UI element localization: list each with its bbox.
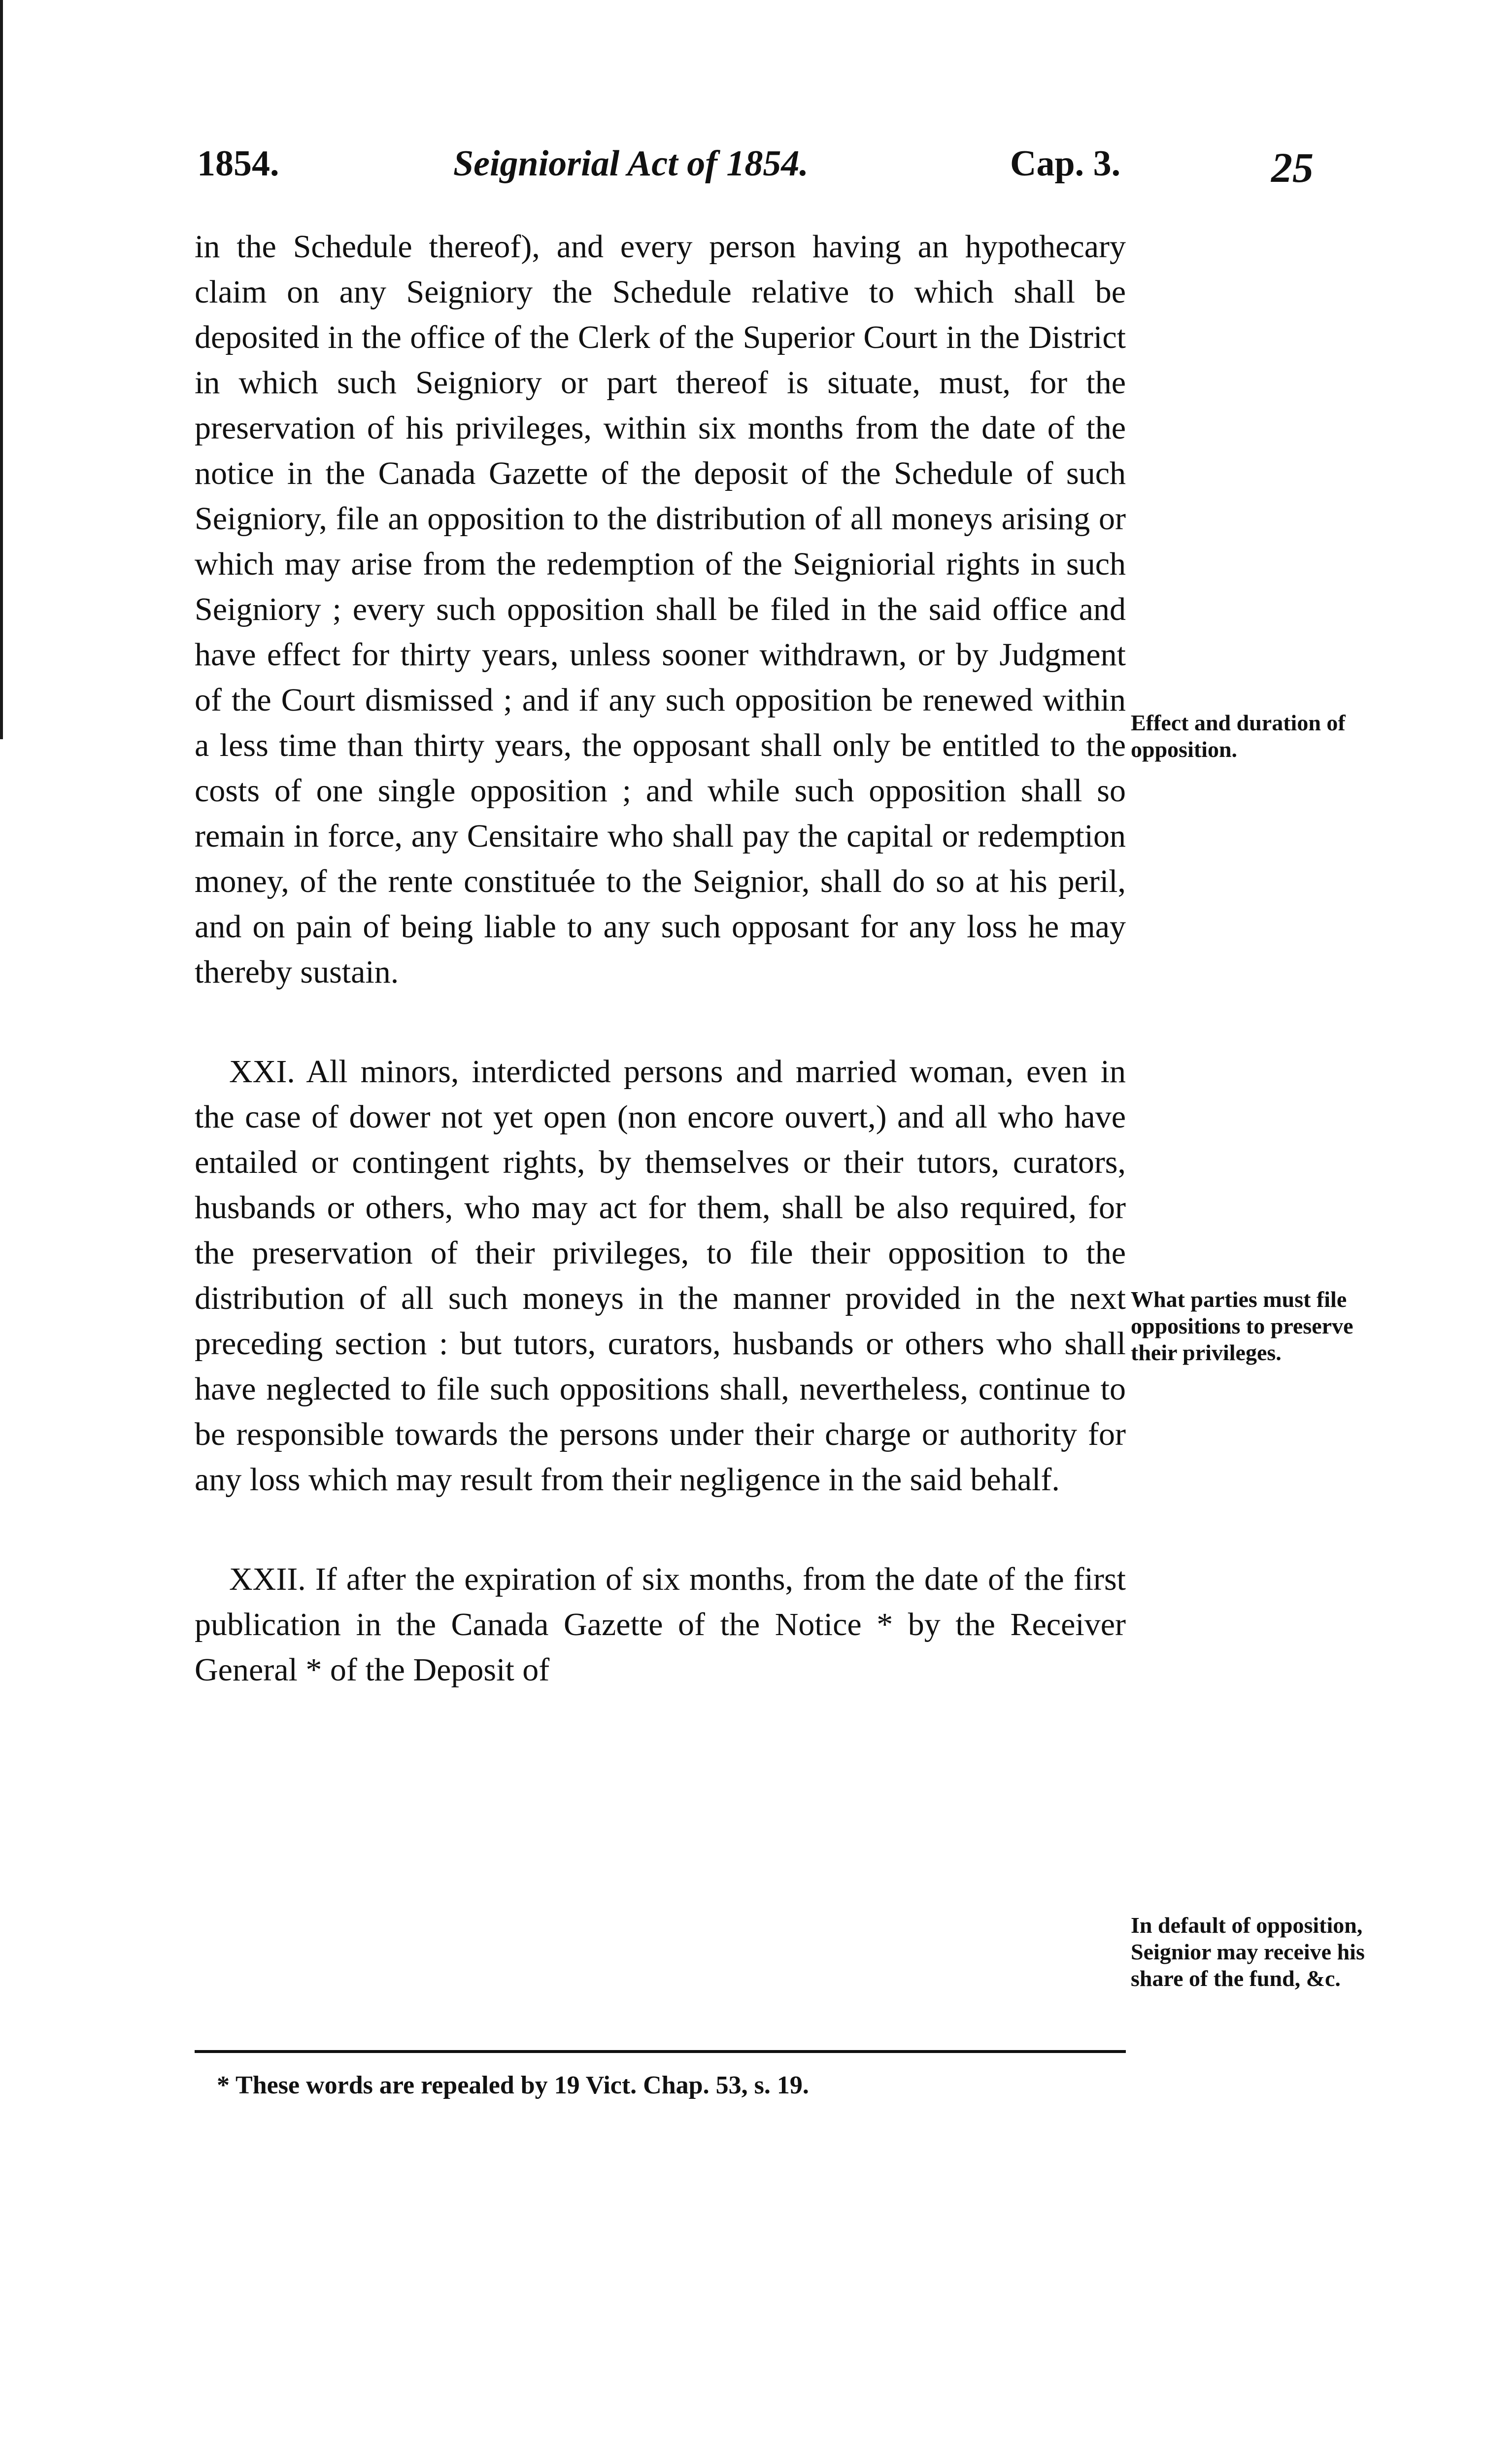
header-chapter: Cap. 3.	[1010, 143, 1121, 184]
footnote-rule	[195, 2050, 1126, 2053]
page-number: 25	[1271, 144, 1314, 191]
page-edge-line	[0, 0, 3, 739]
paragraph-continuation: in the Schedule thereof), and every person having an hypothecary claim on any Seigniory the Schedule relative to which shall be deposited in the office of the Clerk of the Superior Court in the District in which such Seigniory or part thereof is situate, must, for the preservation of his privileges, within six months from the date of the notice in the Canada Gazette of the deposit of the Schedule of such Seigniory, file an opposition to the distribution of all moneys arising or which may arise from the redemption of the Seigniorial rights in such Seigniory ; every such opposition shall be filed in the said office and have effect for thirty years, unless sooner withdrawn, or by Judgment of the Court dismissed ; and if any such opposition be renewed within a less time than thirty years, the opposant shall only be entitled to the costs of one single opposition ; and while such opposition shall so remain in force, any Censitaire who shall pay the capital or redemption money, of the rente constituée to the Seignior, shall do so at his peril, and on pain of being liable to any such opposant for any loss he may thereby sustain.	[195, 229, 1126, 990]
footnote: * These words are repealed by 19 Vict. Chap. 53, s. 19.	[217, 2071, 809, 2099]
paragraph-section-xxii: XXII. If after the expiration of six months, from the date of the first publication in the Canada Gazette of the Notice * by the Receiver General * of the Deposit of	[195, 1561, 1126, 1688]
margin-note-effect-duration: Effect and duration of opposition.	[1131, 710, 1346, 762]
margin-note-what-parties: What parties must file oppositions to preserve their privileges.	[1131, 1287, 1353, 1365]
running-header	[197, 143, 1335, 197]
body-text	[195, 224, 1126, 1693]
margin-note-in-default: In default of opposition, Seignior may receive his share of the fund, &c.	[1131, 1913, 1365, 1991]
header-title: Seigniorial Act of 1854.	[453, 143, 809, 184]
paragraph-section-xxi: XXI. All minors, interdicted persons and married woman, even in the case of dower not yet open (non encore ouvert,) and all who have entailed or contingent rights, by themselves or their tutors, curators, husbands or others, who may act for them, shall be also required, for the preservation of their privileges, to file their opposition to the distribution of all such moneys in the manner provided in the next preceding section : but tutors, curators, husbands or others who shall have neglected to file such oppositions shall, nevertheless, continue to be responsible towards the persons under their charge or authority for any loss which may result from their negligence in the said behalf.	[195, 1054, 1126, 1498]
header-year: 1854.	[197, 143, 279, 184]
